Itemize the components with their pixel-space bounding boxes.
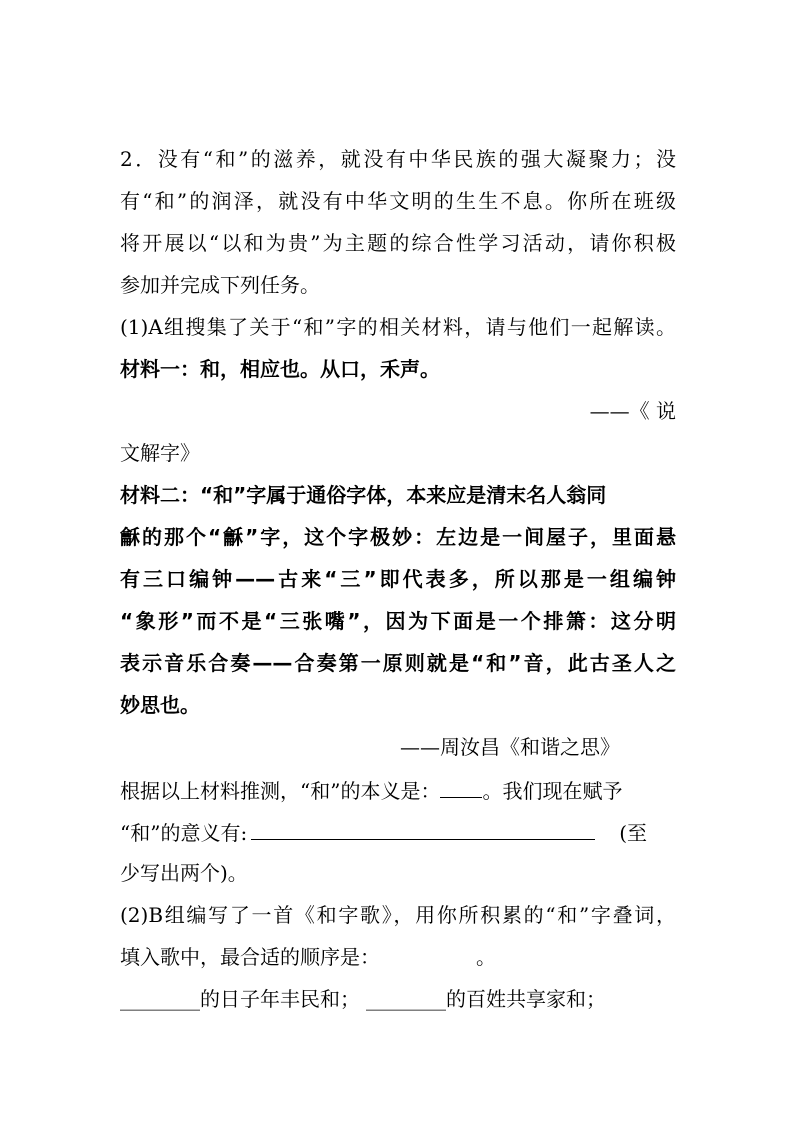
task2-period: 。 (476, 945, 496, 969)
material2-line-6: 妙思也。 (120, 693, 200, 717)
infer-text-b: 。我们现在赋予 (482, 779, 623, 803)
material2-source: ——周汝昌《和谐之思》 (400, 735, 620, 759)
material2-line-3: 有三口编钟——古来“三”即代表多，所以那是一组编钟 (120, 567, 676, 591)
song-text-1: 的日子年丰民和； (200, 987, 360, 1011)
material1-source-part1: ——《 说 (589, 399, 676, 423)
infer-line-1 (120, 775, 676, 805)
intro-line-2: 有“和”的润泽，就没有中华文明的生生不息。你所在班级 (120, 189, 676, 213)
material2-line-2: 龢的那个“龢”字，这个字极妙：左边是一间屋子，里面悬 (120, 525, 676, 549)
material1-source-part2: 文解字》 (120, 441, 200, 465)
modern-meaning-blank[interactable] (251, 817, 595, 840)
infer-line-3: 少写出两个)。 (120, 861, 248, 885)
task2-line-1: (2)B组编写了一首《和字歌》，用你所积累的“和”字叠词， (120, 903, 676, 927)
material2-line-4: “象形”而不是“三张嘴”，因为下面是一个排箫：这分明 (120, 609, 676, 633)
task1-prompt: (1)A组搜集了关于“和”字的相关材料，请与他们一起解读。 (120, 315, 676, 339)
intro-line-3: 将开展以“以和为贵”为主题的综合性学习活动，请你积极 (120, 231, 676, 255)
infer-text-c: “和”的意义有: (120, 821, 248, 845)
song-line-1 (120, 985, 676, 1013)
infer-text-d: (至 (619, 821, 647, 845)
infer-line-2 (120, 817, 676, 847)
infer-text-a: 根据以上材料推测，“和”的本义是： (120, 779, 441, 803)
intro-line-4: 参加并完成下列任务。 (120, 273, 320, 297)
song-blank-2[interactable]: ________ (366, 987, 446, 1011)
material2-line-1: 材料二：“和”字属于通俗字体，本来应是清末名人翁同 (120, 483, 607, 507)
song-text-2: 的百姓共享家和； (446, 987, 606, 1011)
material2-line-5: 表示音乐合奏——合奏第一原则就是“和”音，此古圣人之 (120, 651, 676, 675)
task2-line-2 (120, 943, 676, 971)
song-blank-1[interactable]: ________ (120, 987, 200, 1011)
material1-text: 材料一：和，相应也。从口，禾声。 (120, 357, 440, 381)
original-meaning-blank[interactable] (440, 775, 482, 798)
task2-prompt: 填入歌中，最合适的顺序是： (120, 945, 380, 969)
intro-line-1: 2．没有“和”的滋养，就没有中华民族的强大凝聚力；没 (120, 147, 676, 171)
